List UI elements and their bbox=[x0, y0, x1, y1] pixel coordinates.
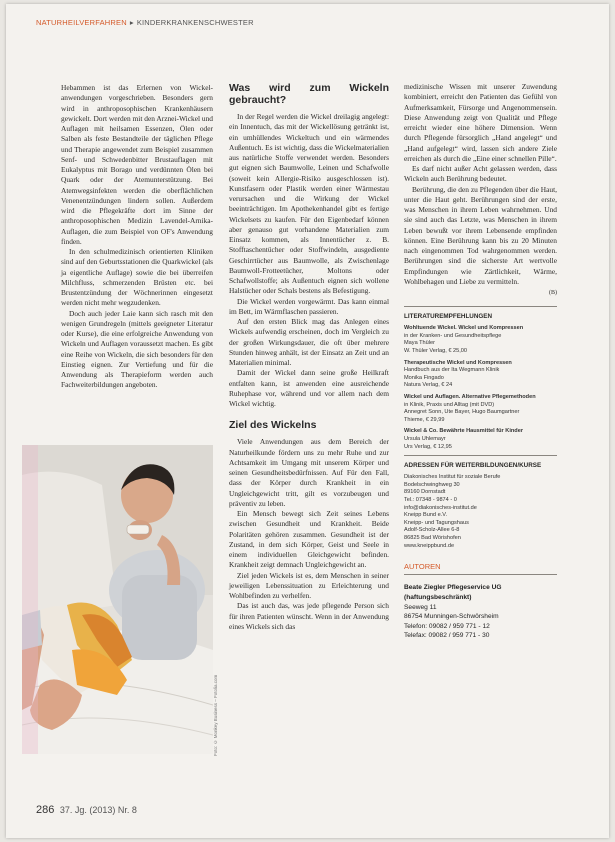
literature-line: in Klinik, Praxis und Alltag (mit DVD) bbox=[404, 401, 495, 408]
col3-paragraph: Berührung, die den zu Pflegenden über die Haut, unter die Haut geht. Berührungen sind der erste, was Menschen in ihrem Leben wahrnehmen. Und sie sind auch das Letzte, was Menschen in ihrem Leben bewußt vor ihrem Lebensende empfinden können. Eine Berührung kann bis zu 20 Minuten nach eingenommen Tod wahrgenommen werden. Berührungen sind die sicherste Art wertvolle Empfindungen wie Zärtlichkeit, Wärme, Wohlbehagen und Liebe zu vermitteln. bbox=[404, 184, 557, 286]
running-head bbox=[36, 18, 254, 27]
article-end-mark bbox=[404, 287, 557, 298]
folio bbox=[36, 804, 137, 816]
col2-paragraph: Ziel jeden Wickels ist es, dem Menschen in seiner jeweiligen Lebenssituation zu Erleichterung und Wohlbefinden zu verhelfen. bbox=[229, 570, 389, 600]
literature-title: Wohltuende Wickel. Wickel und Kompressen bbox=[404, 325, 524, 332]
addresses-heading: ADRESSEN FÜR WEITERBILDUNGEN/KURSE bbox=[404, 462, 542, 470]
running-head-separator-icon: ▸ bbox=[129, 18, 134, 27]
column-3 bbox=[404, 82, 557, 641]
address-line: Kneipp Bund e.V. bbox=[404, 512, 448, 519]
literature-line: Thieme, € 29,99 bbox=[404, 416, 445, 423]
running-head-subsection: KINDERKRANKENSCHWESTER bbox=[136, 18, 254, 27]
col3-paragraph: Es darf nicht außer Acht gelassen werden, dass Wickeln auch Berührung bedeutet. bbox=[404, 164, 557, 184]
magazine-page bbox=[6, 4, 609, 838]
col2-paragraph: Die Wickel werden vorgewärmt. Das kann einmal im Bett, im Wärmflaschen passieren. bbox=[229, 296, 389, 316]
col1-paragraph: In den schulmedizinisch orientierten Kliniken sind auf den Geburtsstationen die Quarkwickel (als ja eigentliche Auflage) sowie die bei überreifen Milchfluss, schmerzenden Brüsten etc. bei Brustentzündung der Wöchnerinnen eingesetzt werden nicht mehr wegzudenken. bbox=[61, 247, 213, 308]
issue-info: 37. Jg. (2013) Nr. 8 bbox=[59, 805, 137, 815]
divider bbox=[404, 455, 557, 456]
column-1 bbox=[61, 83, 213, 391]
heading-was-wird-gebraucht: Was wird zum Wickeln gebraucht? bbox=[229, 82, 389, 106]
literature-item bbox=[404, 428, 557, 451]
column-2 bbox=[229, 82, 389, 632]
child-wrapped-leg-photo bbox=[22, 445, 213, 754]
address-line: Adolf-Scholz-Allee 6-8 bbox=[404, 527, 460, 534]
authors-label: AUTOREN bbox=[404, 562, 557, 575]
col2-paragraph: Auf den ersten Blick mag das Anlegen eines Wickels aufwendig erscheinen, doch im Vergleich zu der großen Wirkungsdauer, die oft über mehrere Stunden hinweg anhält, ist der Einsatz an Zeit und an Materialien minimal. bbox=[229, 317, 389, 367]
address-line: Tel.: 07348 - 9874 - 0 bbox=[404, 496, 457, 503]
literature-title: Wickel & Co. Bewährte Hausmittel für Kinder bbox=[404, 428, 523, 435]
author-line: Telefax: 09082 / 959 771 - 30 bbox=[404, 632, 490, 640]
photo-illustration bbox=[22, 445, 213, 754]
literature-line: Maya Thüler bbox=[404, 340, 435, 347]
end-mark: (B) bbox=[549, 290, 557, 296]
col2-paragraph: Viele Anwendungen aus dem Bereich der Naturheilkunde fördern uns zu mehr Ruhe und zur Achtsamkeit im Umgang mit unserem Körper und seinen Gesundheitsbedürfnissen. Auf Für den Fall, dass der Körper durch Krankheit in ein Ungleichgewicht tritt, gilt es vorzubeugen und präventiv zu leben. bbox=[229, 437, 389, 508]
address-line: Bodelschwinghweg 30 bbox=[404, 481, 460, 488]
literature-line: Annegret Sonn, Ute Bayer, Hugo Baumgartner bbox=[404, 409, 520, 416]
author-line: Beate Ziegler Pflegeservice UG bbox=[404, 584, 502, 592]
col1-paragraph: Doch auch jeder Laie kann sich rasch mit den wenigen Grundregeln (mittels geeigneter Literatur oder Kurse), die eine erfolgreiche Anwendung von Wickeln und Auflagen voraussetzt machen. Es gibt eine Reihe von Wickeln, die sich besonders für den Einstieg eignen. Zur Vertiefung und für die Anwendung als Therapieform werden auch Fachweiterbildungen angeboten. bbox=[61, 308, 213, 390]
col2-paragraph: Das ist auch das, was jede pflegende Person sich für ihren Patienten wünscht. Wenn in der Anwendung eines Wickels sich das bbox=[229, 601, 389, 631]
literature-item bbox=[404, 394, 557, 424]
col3-paragraph: medizinische Wissen mit unserer Zuwendung kombiniert, erreicht den Patienten das Gefühl von Aufmerksamkeit, Fürsorge und Angenommensein. Diese Anwendung zeigt von Qualität und Pflege erreicht wieder eine höhere Dimension. Wenn durch Pflegende fürsorglich „Hand angelegt“ und „Hand aufgelegt“ wird, lassen sich andere Ziele erreichen als durch die „Eine einer schnellen Pille“. bbox=[404, 82, 557, 163]
divider bbox=[404, 306, 557, 307]
literature-title: Wickel und Auflagen. Alternative Pflegemethoden bbox=[404, 394, 536, 400]
author-block bbox=[404, 583, 557, 641]
literature-line: Handbuch aus der Ita Wegmann Klinik bbox=[404, 367, 500, 374]
author-line: (haftungsbeschränkt) bbox=[404, 593, 472, 601]
heading-ziel-des-wickelns: Ziel des Wickelns bbox=[229, 419, 317, 432]
address-line: 86825 Bad Wörishofen bbox=[404, 534, 461, 541]
literature-item bbox=[404, 360, 557, 390]
literature-line: Urs Verlag, € 12,95 bbox=[404, 443, 452, 450]
literature-line: in der Kranken- und Gesundheitspflege bbox=[404, 332, 502, 339]
address-line: info@diakonisches-institut.de bbox=[404, 504, 477, 511]
address-line: Diakonisches Institut für soziale Berufe bbox=[404, 474, 501, 481]
literature-line: Monika Fingado bbox=[404, 374, 444, 381]
author-line: 86754 Munningen-Schwörsheim bbox=[404, 613, 499, 621]
address-line: www.kneippbund.de bbox=[404, 542, 455, 549]
col2-paragraph: Damit der Wickel dann seine große Heilkraft entfalten kann, ist anwenden eine ausreichende Ruhephase vor, während und vor allem nach dem Wickel wichtig. bbox=[229, 368, 389, 408]
literature-line: W. Thüler Verlag, € 25,00 bbox=[404, 348, 468, 355]
page-number: 286 bbox=[36, 804, 55, 816]
addresses-block bbox=[404, 474, 557, 550]
literature-item bbox=[404, 325, 557, 355]
col2-paragraph: In der Regel werden die Wickel dreilagig angelegt: ein Innentuch, das mit der Wickellösung getränkt ist, ein umhüllendes Wickeltuch und ein wärmendes Außentuch. Es ist wichtig, dass die Wickelmaterialien aus natürliche Stoffe verwendet werden. Besonders gut eignen sich Baumwolle, Leinen und Schafwolle (soweit kein Allergie-Risiko ausgeschlossen ist). Kunstfasern oder Plastik werden einer Wärmestau verursachen und die Wirkung der Wickel beeinträchtigen. Im Apothekenhandel gibt es fertige Wickelsets zu kaufen. Für den Eigenbedarf können aber genauso gut vorhandene Materialien zum Einsatz kommen, als Innentücher z. B. Stofftaschentücher oder Stoffwindeln, ausgediente Geschirrtücher aus Baumwolle, als Zwischenlage Baumwoll-Frotteetücher, Moltons oder Schafwollstoffe; als Außentuch eignen sich wollene Halstücher oder Schals bestens als Befestigung. bbox=[229, 112, 389, 296]
col2-paragraph: Ein Mensch bewegt sich Zeit seines Lebens zwischen Gesundheit und Krankheit. Beide Polaritäten gehören zusammen. Gesundheit ist der Zustand, in dem sich Körper, Geist und Seele in einem individuellen Gleichgewicht befinden. Krankheit zeigt demnach Ungleichgewicht an. bbox=[229, 509, 389, 570]
author-line: Telefon: 09082 / 959 771 - 12 bbox=[404, 622, 490, 630]
address-line: Kneipp- und Tagungshaus bbox=[404, 519, 469, 526]
literature-line: Natura Verlag, € 24 bbox=[404, 382, 453, 389]
author-line: Seeweg 11 bbox=[404, 603, 437, 611]
literature-line: Ursula Uhlemayr bbox=[404, 435, 446, 442]
photo-credit: Foto: © Monkey Business – Fotolia.com bbox=[213, 674, 218, 756]
literature-heading: LITERATUREMPFEHLUNGEN bbox=[404, 313, 493, 321]
col1-paragraph: Hebammen ist das Erlernen von Wickel-anwendungen vorgeschrieben. Besonders gern wird in anthroposophischen Krankenhäusern gewickelt. Dort werden mit den Arznei-Wickel und Auflagen mit heilsamen Essenzen, Ölen oder Salben als feste Bestandteile der täglichen Pflege und Therapie angewendet zum Beispiel zusammen Senf- und Schwedenbitter Brustauflagen mit Eukalyptus mit Borago und verdünnten Ölen bei Quark oder der Atemunterstützung. Bei Atemwegsinfekten werden die oberflächlichen Venenentzündungen lindern sollen. Außerdem wird die Pflegekräfte dort im Sinne der anthroposophischen Medizin Lavendel-Arnika-Auflagen, die zum Beispiel von OF's Anwendung finden. bbox=[61, 83, 213, 246]
running-head-section: NATURHEILVERFAHREN bbox=[36, 18, 127, 27]
literature-title: Therapeutische Wickel und Kompressen bbox=[404, 359, 512, 366]
address-line: 89160 Dornstadt bbox=[404, 489, 446, 496]
